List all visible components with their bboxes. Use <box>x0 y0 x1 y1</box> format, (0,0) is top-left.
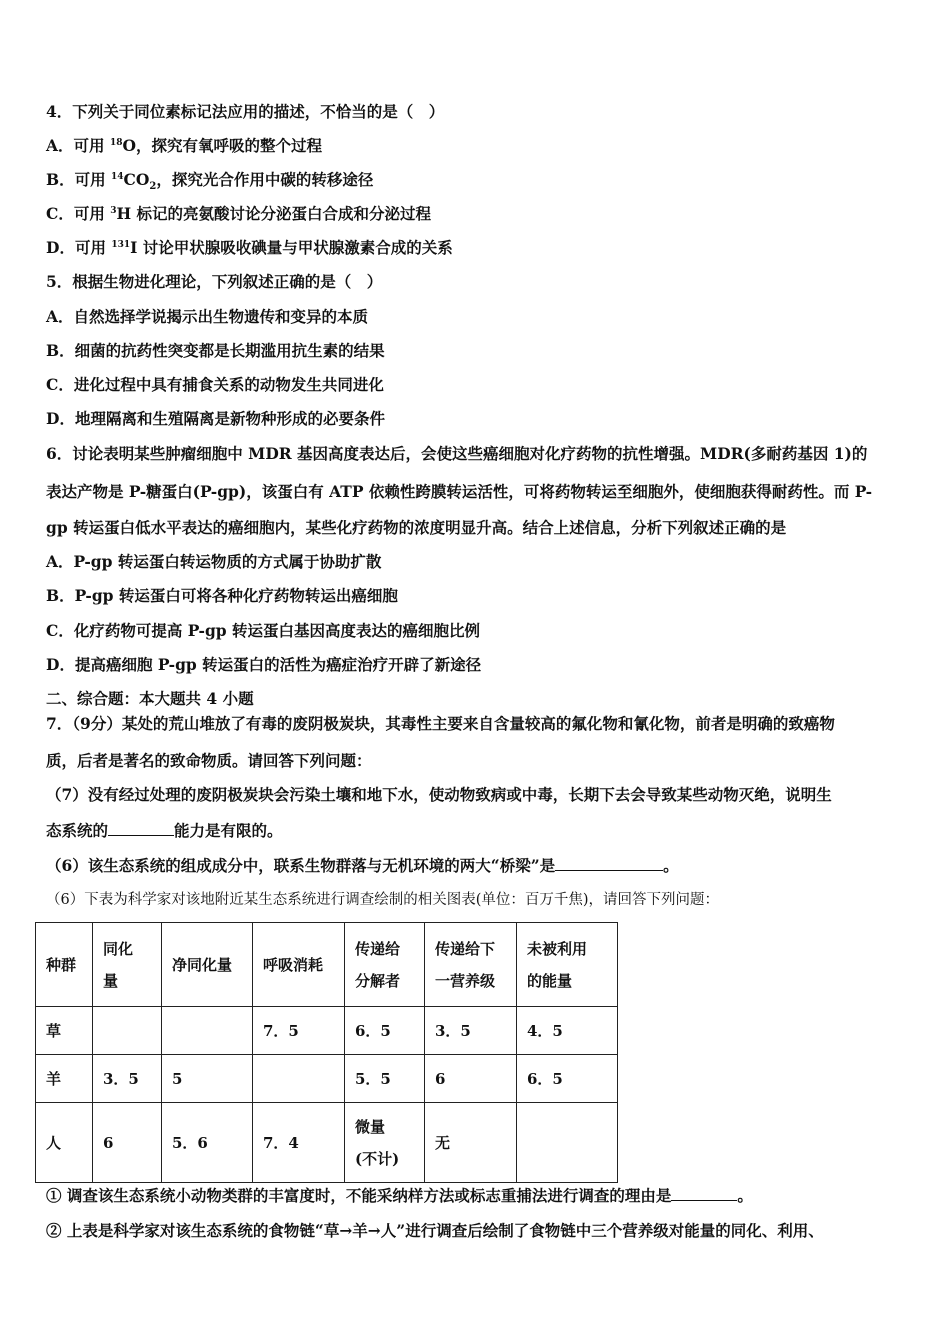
energy-table <box>35 922 618 1183</box>
table-header-cell: 传递给 分解者 <box>345 923 425 1007</box>
table-cell <box>517 1103 618 1183</box>
q5-option-a: A．自然选择学说揭示出生物遗传和变异的本质 <box>46 307 369 326</box>
table-header-cell: 未被利用 的能量 <box>517 923 618 1007</box>
q4-option-b: B．可用 $^{14}CO_2$，探究光合作用中碳的转移途径 <box>46 170 374 193</box>
table-cell: 无 <box>425 1103 517 1183</box>
q6-stem-line2: 表达产物是 P-糖蛋白(P-gp)，该蛋白有 ATP 依赖性跨膜转运活性，可将药物转运至细胞外，使细胞获得耐药性。而 P- <box>46 482 873 501</box>
table-header-cell: 种群 <box>36 923 93 1007</box>
table-cell: 5 <box>162 1055 253 1103</box>
q6-option-d: D．提高癌细胞 P-gp 转运蛋白的活性为癌症治疗开辟了新途径 <box>46 655 482 674</box>
q7-part3: （6）下表为科学家对该地附近某生态系统进行调查绘制的相关图表(单位：百万千焦)，请回答下列问题： <box>46 892 720 908</box>
table-header-cell: 同化 量 <box>93 923 162 1007</box>
section-heading: 二、综合题：本大题共 4 小题 <box>46 689 254 708</box>
answer-blank <box>108 821 174 836</box>
table-cell: 7．5 <box>253 1007 345 1055</box>
q7-part1-line2: 态系统的 能力是有限的。 <box>46 821 283 840</box>
table-cell: 人 <box>36 1103 93 1183</box>
table-row <box>36 1055 618 1103</box>
q5-option-b: B．细菌的抗药性突变都是长期滥用抗生素的结果 <box>46 341 385 360</box>
q6-stem-line3: gp 转运蛋白低水平表达的癌细胞内，某些化疗药物的浓度明显升高。结合上述信息，分析下列叙述正确的是 <box>46 518 787 537</box>
q4-option-c: C．可用 $^3$H 标记的亮氨酸讨论分泌蛋白合成和分泌过程 <box>46 204 432 223</box>
q5-option-d: D．地理隔离和生殖隔离是新物种形成的必要条件 <box>46 409 385 428</box>
answer-blank <box>671 1186 737 1201</box>
table-cell: 5．6 <box>162 1103 253 1183</box>
q6-option-c: C．化疗药物可提高 P-gp 转运蛋白基因高度表达的癌细胞比例 <box>46 621 481 640</box>
table-cell: 微量 (不计) <box>345 1103 425 1183</box>
q6-stem-line1: 6．讨论表明某些肿瘤细胞中 MDR 基因高度表达后，会使这些癌细胞对化疗药物的抗性增强。MDR(多耐药基因 1)的 <box>46 444 868 463</box>
q7-stem-line1: 7．（9分）某处的荒山堆放了有毒的废阴极炭块，其毒性主要来自含量较高的氟化物和氰化物，前者是明确的致癌物 <box>46 714 835 733</box>
table-header-cell: 呼吸消耗 <box>253 923 345 1007</box>
q5-option-c: C．进化过程中具有捕食关系的动物发生共同进化 <box>46 375 384 394</box>
table-cell <box>253 1055 345 1103</box>
table-cell: 5．5 <box>345 1055 425 1103</box>
q4-option-a: A．可用 $^{18}$O，探究有氧呼吸的整个过程 <box>46 136 322 155</box>
table-row <box>36 1007 618 1055</box>
q7-stem-line2: 质，后者是著名的致命物质。请回答下列问题： <box>46 751 372 770</box>
table-cell: 6 <box>425 1055 517 1103</box>
table-cell: 6．5 <box>517 1055 618 1103</box>
q4-option-d: D．可用 $^{131}$I 讨论甲状腺吸收碘量与甲状腺激素合成的关系 <box>46 238 453 257</box>
q7-part1-line1: （7）没有经过处理的废阴极炭块会污染土壤和地下水，使动物致病或中毒，长期下去会导致某些动物灭绝，说明生 <box>46 785 832 804</box>
table-header-cell: 净同化量 <box>162 923 253 1007</box>
table-row <box>36 1103 618 1183</box>
table-cell: 6．5 <box>345 1007 425 1055</box>
answer-blank <box>555 856 663 871</box>
q6-option-b: B．P-gp 转运蛋白可将各种化疗药物转运出癌细胞 <box>46 586 398 605</box>
table-cell: 7．4 <box>253 1103 345 1183</box>
table-header-cell: 传递给下 一营养级 <box>425 923 517 1007</box>
table-cell: 4．5 <box>517 1007 618 1055</box>
table-cell <box>162 1007 253 1055</box>
table-cell: 羊 <box>36 1055 93 1103</box>
q4-stem: 4．下列关于同位素标记法应用的描述，不恰当的是（ ） <box>46 102 445 121</box>
table-header-row <box>36 923 618 1007</box>
table-cell: 3．5 <box>93 1055 162 1103</box>
table-cell: 6 <box>93 1103 162 1183</box>
q7-subquestion-2: ② 上表是科学家对该生态系统的食物链“草→羊→人”进行调查后绘制了食物链中三个营养级对能量的同化、利用、 <box>46 1221 824 1240</box>
table-cell: 草 <box>36 1007 93 1055</box>
table-cell: 3．5 <box>425 1007 517 1055</box>
q6-option-a: A．P-gp 转运蛋白转运物质的方式属于协助扩散 <box>46 552 382 571</box>
q7-part2: （6）该生态系统的组成成分中，联系生物群落与无机环境的两大“桥梁”是 。 <box>46 856 679 875</box>
q5-stem: 5．根据生物进化理论，下列叙述正确的是（ ） <box>46 272 383 291</box>
q7-subquestion-1: ① 调查该生态系统小动物类群的丰富度时，不能采纳样方法或标志重捕法进行调查的理由是 。 <box>46 1186 753 1205</box>
table-cell <box>93 1007 162 1055</box>
